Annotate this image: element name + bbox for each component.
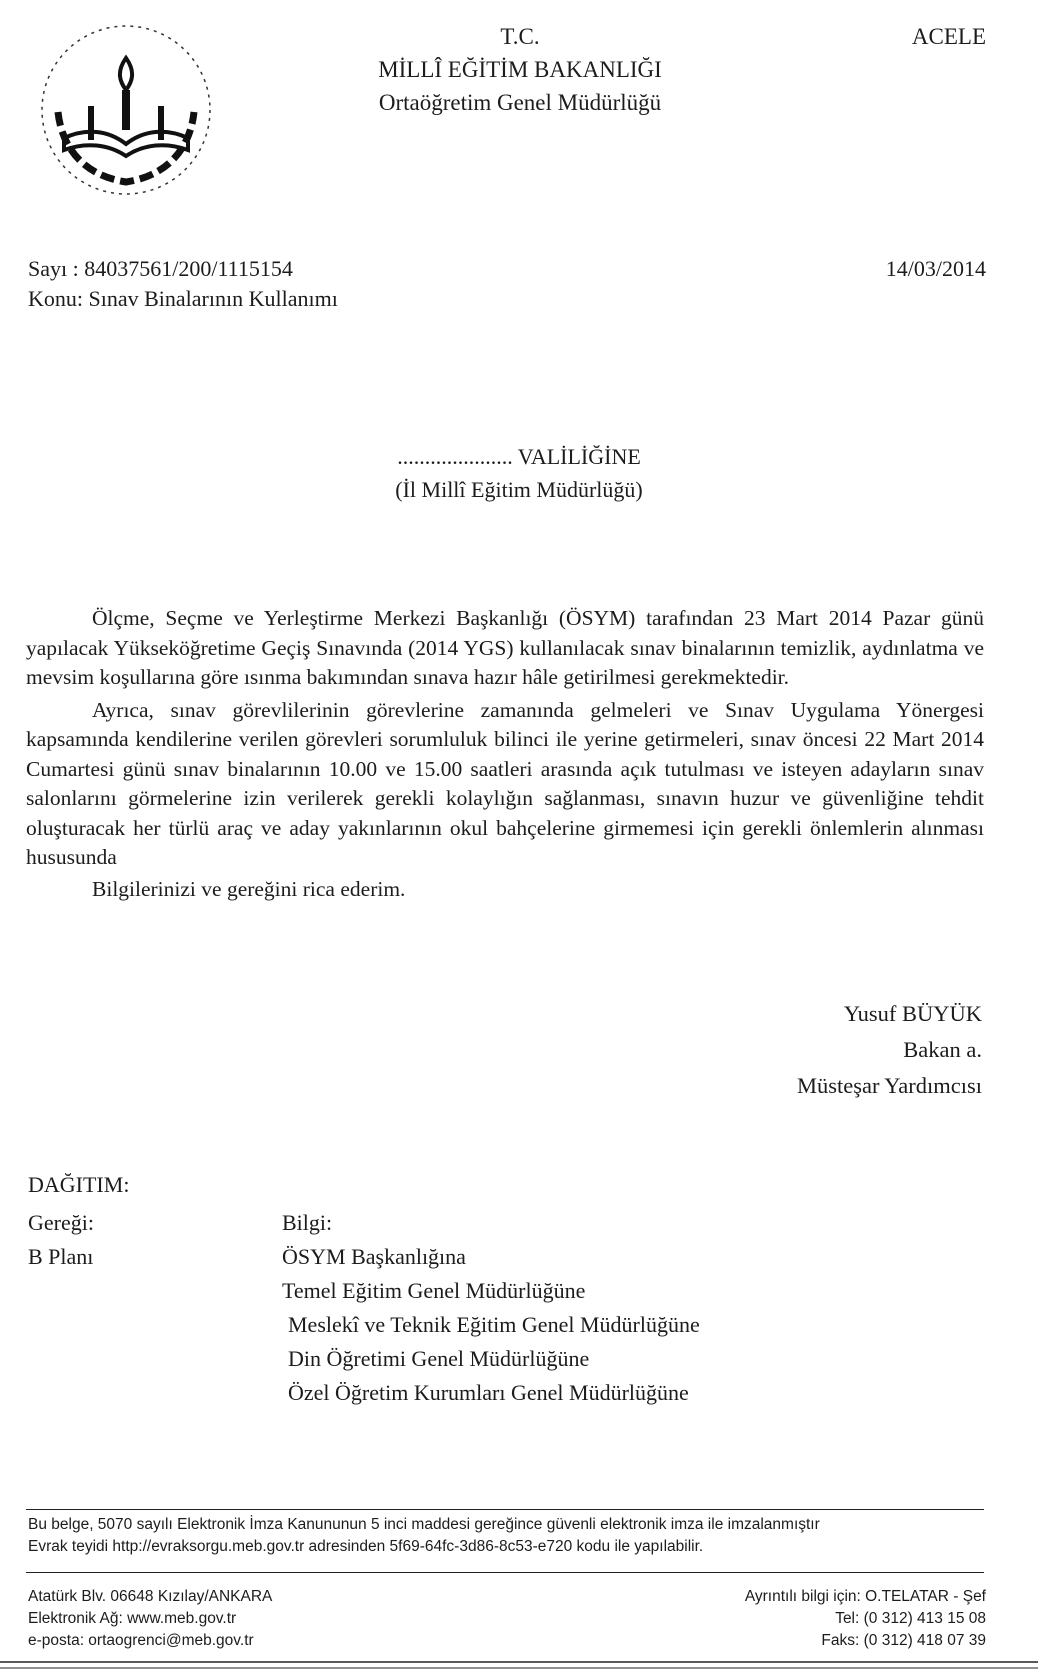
bilgi-item: Meslekî ve Teknik Eğitim Genel Müdürlüğüne	[288, 1312, 700, 1337]
footer-fax: Faks: (0 312) 418 07 39	[821, 1632, 986, 1649]
body-paragraph-1: Ölçme, Seçme ve Yerleştirme Merkezi Başkanlığı (ÖSYM) tarafından 23 Mart 2014 Pazar günü yapılacak Yükseköğretime Geçiş Sınavında (2014 YGS) kullanılacak sınav binalarının temizlik, aydınlatma ve mevsim koşullarına göre ısınma bakımından sınava hazır hâle getirilmesi gerekmektedir.	[26, 606, 984, 689]
esign-notice	[28, 1514, 820, 1558]
gereği-item: B Planı	[28, 1244, 94, 1269]
bilgi-item: Din Öğretimi Genel Müdürlüğüne	[288, 1346, 590, 1371]
konu-value: Sınav Binalarının Kullanımı	[88, 286, 338, 311]
signature-block	[797, 996, 982, 1104]
addressee-line-2: (İl Millî Eğitim Müdürlüğü)	[395, 477, 643, 502]
letterhead	[300, 20, 740, 119]
signatory-on-behalf: Bakan a.	[903, 1037, 982, 1062]
ministry-heading: MİLLÎ EĞİTİM BAKANLIĞI	[378, 57, 662, 82]
bilgi-item: Temel Eğitim Genel Müdürlüğüne	[282, 1278, 586, 1303]
sayi-line	[28, 256, 293, 282]
sayi-label: Sayı	[28, 256, 68, 281]
esign-line-2: Evrak teyidi http://evraksorgu.meb.gov.tr adresinden 5f69-64fc-3d86-8c53-e720 kodu ile yapılabilir.	[28, 1538, 704, 1555]
country-heading: T.C.	[500, 24, 540, 49]
distribution-bilgi	[282, 1206, 700, 1410]
gereği-label: Gereği:	[28, 1210, 94, 1235]
body-closing: Bilgilerinizi ve gereğini rica ederim.	[92, 876, 406, 901]
footer-web[interactable]: Elektronik Ağ: www.meb.gov.tr	[28, 1610, 237, 1627]
ministry-emblem-logo	[36, 20, 216, 200]
bilgi-item: ÖSYM Başkanlığına	[282, 1244, 466, 1269]
bilgi-label: Bilgi:	[282, 1210, 333, 1235]
footer-address: Atatürk Blv. 06648 Kızılay/ANKARA	[28, 1588, 273, 1605]
footer-bottom-rules	[0, 1660, 1038, 1672]
signatory-name: Yusuf BÜYÜK	[843, 1001, 982, 1026]
footer-address-block	[28, 1586, 272, 1652]
priority-label: ACELE	[911, 24, 986, 49]
distribution-gereği	[28, 1206, 94, 1274]
directorate-heading: Ortaöğretim Genel Müdürlüğü	[378, 90, 662, 115]
footer-email[interactable]: e-posta: ortaogrenci@meb.gov.tr	[28, 1632, 254, 1649]
footer-divider-middle	[26, 1572, 984, 1573]
body-paragraph-2: Ayrıca, sınav görevlilerinin görevlerine zamanında gelmeleri ve Sınav Uygulama Yönergesi kapsamında kendilerine verilen görevleri sorumluluk bilinci ile yerine getirmeleri, sınav öncesi 22 Mart 2014 Cumartesi günü sınav binalarının 10.00 ve 15.00 saatleri arasında açık tutulması ve isteyen adayların sınav salonlarını görmelerine izin verilerek gerekli kolaylığın sağlanması, sınavın huzur ve güvenliğine tehdit oluşturacak her türlü araç ve aday yakınlarının okul bahçelerine girmemesi için gerekli önlemlerin alınması hususunda	[26, 697, 984, 869]
sayi-value: : 84037561/200/1115154	[72, 256, 293, 281]
esign-line-1: Bu belge, 5070 sayılı Elektronik İmza Kanununun 5 inci maddesi gereğince güvenli elektronik imza ile imzalanmıştır	[28, 1516, 820, 1533]
footer-divider-top	[26, 1509, 984, 1510]
bilgi-item: Özel Öğretim Kurumları Genel Müdürlüğüne	[288, 1380, 689, 1405]
document-date: 14/03/2014	[885, 256, 986, 281]
footer-contact: Ayrıntılı bilgi için: O.TELATAR - Şef	[744, 1588, 986, 1605]
addressee-line-1: ..................... VALİLİĞİNE	[397, 444, 641, 469]
konu-line	[28, 286, 338, 312]
letter-body	[26, 604, 984, 904]
signatory-title: Müsteşar Yardımcısı	[797, 1073, 982, 1098]
distribution-heading: DAĞITIM:	[28, 1172, 130, 1197]
konu-label: Konu:	[28, 286, 83, 311]
addressee	[0, 440, 1038, 506]
footer-tel: Tel: (0 312) 413 15 08	[835, 1610, 986, 1627]
footer-contact-block	[745, 1586, 986, 1652]
